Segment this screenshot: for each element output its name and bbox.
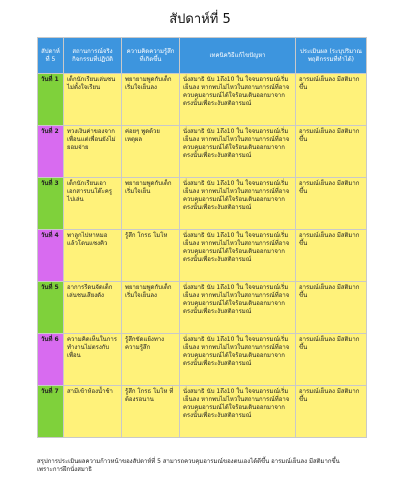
situation-cell: เด็กนักเรียนเล่นซนไม่ตั้งใจเรียน	[64, 74, 122, 126]
header-result: ประเมินผล (ระบุปริมาณพฤติกรรมที่ทำได้)	[296, 38, 367, 74]
technique-cell: นั่งสมาธิ นับ 1ถึง10 ใน ใจจนอารมณ์เริ่มเย็นลง หากพบไม่ไหวในสถานการณ์ที่อาจควบคุมอารมณ์ได้ใจร้อนเดินออกมาจากตรงนั้นเพื่อระงับสติอารมณ์	[180, 126, 296, 178]
situation-cell: ทวงเงินค่าของจากเพื่อนแต่เพื่อนยังไม่ยอมจ่าย	[64, 126, 122, 178]
result-cell: อารมณ์เย็นลง มีสติมากขึ้น	[296, 74, 367, 126]
situation-cell: พาลูกไปหาหมอแล้วโดนแซงคิว	[64, 230, 122, 282]
table-row	[38, 126, 367, 178]
result-cell: อารมณ์เย็นลง มีสติมากขึ้น	[296, 282, 367, 334]
table-row	[38, 178, 367, 230]
feeling-cell: รู้สึก โกรธ โมโห	[122, 230, 180, 282]
feeling-cell: รู้สึก โกรธ โมโห ที่ต้องรอนาน	[122, 386, 180, 438]
result-cell: อารมณ์เย็นลง มีสติมากขึ้น	[296, 386, 367, 438]
header-week: สัปดาห์ที่ 5	[38, 38, 64, 74]
day-cell: วันที่ 7	[38, 386, 64, 438]
situation-cell: ความคิดเห็นในการทำงานไม่ตรงกับเพื่อน	[64, 334, 122, 386]
day-cell: วันที่ 4	[38, 230, 64, 282]
day-cell: วันที่ 5	[38, 282, 64, 334]
feeling-cell: รู้สึกขัดแย้งทางความรู้สึก	[122, 334, 180, 386]
table-row	[38, 282, 367, 334]
day-cell: วันที่ 2	[38, 126, 64, 178]
table-row	[38, 74, 367, 126]
feeling-cell: ค่อยๆ พูดด้วยเหตุผล	[122, 126, 180, 178]
result-cell: อารมณ์เย็นลง มีสติมากขึ้น	[296, 126, 367, 178]
result-cell: อารมณ์เย็นลง มีสติมากขึ้น	[296, 178, 367, 230]
header-technique: เทคนิควิธีแก้ไขปัญหา	[180, 38, 296, 74]
header-feeling: ความคิดความรู้สึกที่เกิดขึ้น	[122, 38, 180, 74]
summary-text: สรุปการประเมินผลความก้าวหน้าของสัปดาห์ที่ 5 สามารถควบคุมอารมณ์ของตนเองได้ดีขึ้น อารมณ์เย็นลง มีสติมากขึ้น เพราะการฝึกนั่งสมาธิ	[37, 458, 340, 473]
technique-cell: นั่งสมาธิ นับ 1ถึง10 ใน ใจจนอารมณ์เริ่มเย็นลง หากพบไม่ไหวในสถานการณ์ที่อาจควบคุมอารมณ์ได้ใจร้อนเดินออกมาจากตรงนั้นเพื่อระงับสติอารมณ์	[180, 282, 296, 334]
technique-cell: นั่งสมาธิ นับ 1ถึง10 ใน ใจจนอารมณ์เริ่มเย็นลง หากพบไม่ไหวในสถานการณ์ที่อาจควบคุมอารมณ์ได้ใจร้อนเดินออกมาจากตรงนั้นเพื่อระงับสติอารมณ์	[180, 386, 296, 438]
table-row	[38, 230, 367, 282]
day-cell: วันที่ 3	[38, 178, 64, 230]
result-cell: อารมณ์เย็นลง มีสติมากขึ้น	[296, 334, 367, 386]
feeling-cell: พยายามพูดกับเด็กเริ่มใจเย็นลง	[122, 282, 180, 334]
day-cell: วันที่ 1	[38, 74, 64, 126]
feeling-cell: พยายามพูดกับเด็กเริ่มใจเย็น	[122, 178, 180, 230]
table-row	[38, 334, 367, 386]
header-situation: สถานการณ์จริงกิจกรรมที่ปฏิบัติ	[64, 38, 122, 74]
feeling-cell: พยายามพูดกับเด็กเริ่มใจเย็นลง	[122, 74, 180, 126]
technique-cell: นั่งสมาธิ นับ 1ถึง10 ใน ใจจนอารมณ์เริ่มเย็นลง หากพบไม่ไหวในสถานการณ์ที่อาจควบคุมอารมณ์ได้ใจร้อนเดินออกมาจากตรงนั้นเพื่อระงับสติอารมณ์	[180, 230, 296, 282]
technique-cell: นั่งสมาธิ นับ 1ถึง10 ใน ใจจนอารมณ์เริ่มเย็นลง หากพบไม่ไหวในสถานการณ์ที่อาจควบคุมอารมณ์ได้ใจร้อนเดินออกมาจากตรงนั้นเพื่อระงับสติอารมณ์	[180, 178, 296, 230]
table-row	[38, 386, 367, 438]
technique-cell: นั่งสมาธิ นับ 1ถึง10 ใน ใจจนอารมณ์เริ่มเย็นลง หากพบไม่ไหวในสถานการณ์ที่อาจควบคุมอารมณ์ได้ใจร้อนเดินออกมาจากตรงนั้นเพื่อระงับสติอารมณ์	[180, 74, 296, 126]
situation-cell: อาการรีดนจัดเด็กเล่นชนเสียงดัง	[64, 282, 122, 334]
result-cell: อารมณ์เย็นลง มีสติมากขึ้น	[296, 230, 367, 282]
situation-cell: เด็กนักเรียนเอาเอกสารบนโต๊ะครูไปเล่น	[64, 178, 122, 230]
table-header-row	[38, 38, 367, 74]
situation-cell: สามีเข้าห้องน้ำช้า	[64, 386, 122, 438]
technique-cell: นั่งสมาธิ นับ 1ถึง10 ใน ใจจนอารมณ์เริ่มเย็นลง หากพบไม่ไหวในสถานการณ์ที่อาจควบคุมอารมณ์ได้ใจร้อนเดินออกมาจากตรงนั้นเพื่อระงับสติอารมณ์	[180, 334, 296, 386]
weekly-table	[37, 37, 367, 438]
page-title: สัปดาห์ที่ 5	[169, 12, 231, 27]
day-cell: วันที่ 6	[38, 334, 64, 386]
